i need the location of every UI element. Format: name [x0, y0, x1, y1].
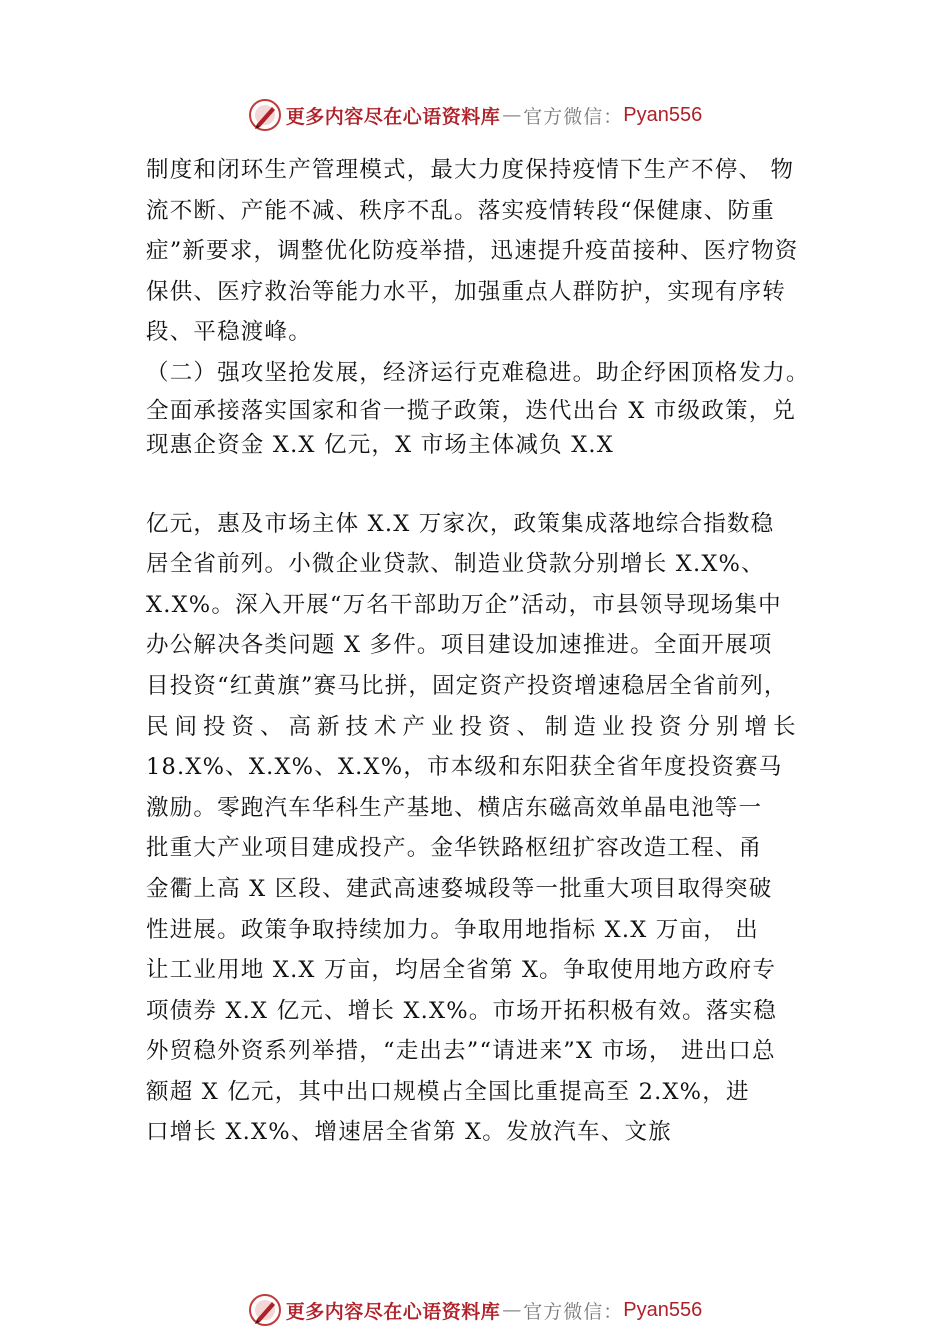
text-line: 目投资“红黄旗”赛马比拼，固定资产投资增速稳居全省前列， [146, 672, 788, 699]
text-line: 性进展。政策争取持续加力。争取用地指标 X.X 万亩， 出 [146, 916, 759, 943]
header-watermark-banner [0, 95, 950, 135]
text-line: 亿元，惠及市场主体 X.X 万家次，政策集成落地综合指数稳 [146, 510, 775, 537]
watermark-account: Pyan556 [623, 103, 703, 126]
text-line: 全面承接落实国家和省一揽子政策，迭代出台 X 市级政策，兑 [146, 397, 797, 424]
text-line: 保供、医疗救治等能力水平，加强重点人群防护，实现有序转 [146, 278, 786, 305]
text-line: X.X%。深入开展“万名干部助万企”活动，市县领导现场集中 [146, 591, 782, 618]
text-line: 口增长 X.X%、增速居全省第 X。发放汽车、文旅 [146, 1119, 672, 1146]
pen-logo-icon [248, 98, 282, 132]
text-line: 金衢上高 X 区段、建武高速婺城段等一批重大项目取得突破 [146, 875, 773, 902]
text-line: 民间投资、高新技术产业投资、制造业投资分别增长 [146, 713, 802, 740]
text-line: 居全省前列。小微企业贷款、制造业贷款分别增长 X.X%、 [146, 551, 765, 578]
pen-logo-icon [248, 1293, 282, 1327]
watermark-brand: 更多内容尽在心语资料库 [285, 1300, 501, 1323]
watermark-dash: — [502, 1299, 522, 1321]
watermark-wechat-label: 官方微信： [523, 1300, 624, 1323]
text-line: 段、平稳渡峰。 [146, 319, 312, 346]
text-line: 项债券 X.X 亿元、增长 X.X%。市场开拓积极有效。落实稳 [146, 997, 777, 1024]
footer-watermark-banner [0, 1290, 950, 1330]
text-line: 外贸稳外资系列举措，“走出去”“请进来”X 市场， 进出口总 [146, 1038, 776, 1065]
text-line: 现惠企资金 X.X 亿元，X 市场主体减负 X.X [146, 431, 615, 458]
text-line: 18.X%、X.X%、X.X%，市本级和东阳获全省年度投资赛马 [146, 754, 783, 781]
text-line: 流不断、产能不减、秩序不乱。落实疫情转段“保健康、防重 [146, 197, 775, 224]
watermark-dash: — [502, 104, 522, 126]
text-line: 让工业用地 X.X 万亩，均居全省第 X。争取使用地方政府专 [146, 957, 777, 984]
document-body [146, 150, 846, 1153]
section-heading-line: （二）强攻坚抢发展，经济运行克难稳进。助企纾困顶格发力。 [146, 359, 810, 386]
text-line: 症”新要求，调整优化防疫举措，迅速提升疫苗接种、医疗物资 [146, 238, 799, 265]
watermark-brand: 更多内容尽在心语资料库 [285, 105, 501, 128]
text-line: 激励。零跑汽车华科生产基地、横店东磁高效单晶电池等一 [146, 794, 763, 821]
text-line: 制度和闭环生产管理模式，最大力度保持疫情下生产不停、 物 [146, 157, 795, 183]
text-line: 批重大产业项目建成投产。金华铁路枢纽扩容改造工程、甬 [146, 835, 763, 862]
watermark-wechat-label: 官方微信： [523, 105, 624, 128]
text-line: 额超 X 亿元，其中出口规模占全国比重提高至 2.X%，进 [146, 1078, 750, 1105]
watermark-account: Pyan556 [623, 1298, 703, 1321]
blank-line [146, 462, 846, 504]
text-line: 办公解决各类问题 X 多件。项目建设加速推进。全面开展项 [146, 632, 773, 659]
